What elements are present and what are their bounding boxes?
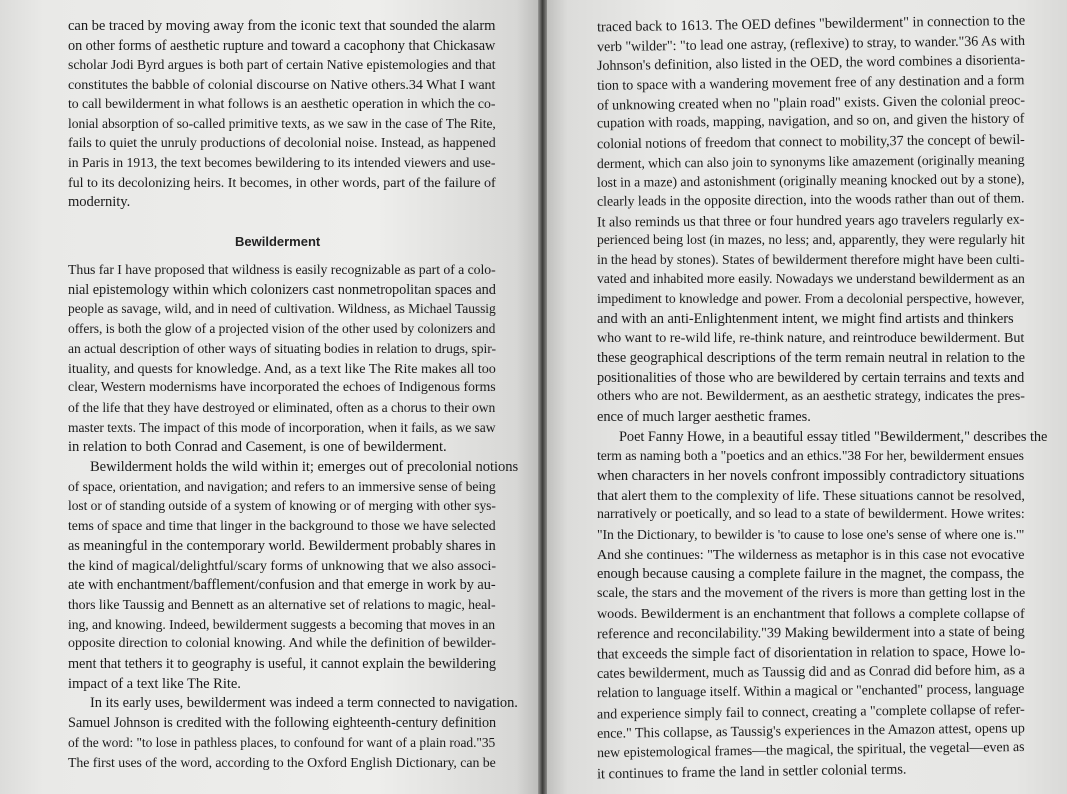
text-line: lonial absorption of so-called primitive texts, as we saw in the case of The Rite, [68, 116, 496, 131]
text-line: ment that tethers it to geography is useful, it cannot explain the bewildering [68, 656, 496, 672]
text-line: thors like Taussig and Bennett as an alternative set of relations to magic, heal- [68, 596, 496, 612]
text-line: master texts. The impact of this mode of incorporation, when it fails, as we saw [68, 419, 496, 435]
text-line: In its early uses, bewilderment was indeed a term connected to navigation. [90, 695, 518, 712]
text-line: enough because causing a complete failure in the magnet, the compass, the [597, 566, 1025, 583]
text-line: ful to its decolonizing heirs. It becomes, in other words, part of the failure of [68, 174, 496, 191]
text-line: in relation to both Conrad and Casement, is one of bewilderment. [68, 439, 447, 456]
book-gutter [538, 0, 547, 794]
text-line: impediment to knowledge and power. From a decolonial perspective, however, [597, 291, 1025, 307]
text-line: nial epistemology within which colonizers cast nonmetropolitan spaces and [68, 281, 496, 298]
text-line: of space, orientation, and navigation; and refers to an immersive sense of being [68, 478, 496, 494]
text-line: clear, Western modernisms have incorporated the echoes of Indigenous forms [68, 380, 496, 396]
text-line: perienced being lost (in mazes, no less; and, apparently, they were regularly hit [597, 232, 1025, 248]
text-line: Thus far I have proposed that wildness is easily recognizable as part of a colo- [68, 262, 496, 277]
text-line: of unknowing created when no "plain road" exists. Given the colonial preoc- [596, 92, 1026, 114]
text-line: it continues to frame the land in settler colonial terms. [596, 761, 907, 783]
text-line: narratively or poetically, and so lead to a state of bewilderment. Howe writes: [597, 507, 1025, 523]
text-line: the kind of magical/delightful/scary forms of unknowing that we also associ- [68, 557, 496, 574]
text-line: "In the Dictionary, to bewilder is 'to cause to lose one's sense of where one is.'" [597, 526, 1025, 542]
text-line: The first uses of the word, according to the Oxford English Dictionary, can be [68, 754, 496, 770]
text-line: of the life that they have destroyed or eliminated, often as a chorus to their own [68, 399, 496, 415]
text-line: of the word: "to lose in pathless places, to confound for want of a plain road."35 [68, 734, 496, 750]
text-line: on other forms of aesthetic rupture and toward a cacophony that Chickasaw [68, 37, 496, 54]
text-line: woods. Bewilderment is an enchantment that follows a complete collapse of [597, 605, 1025, 622]
text-line: tion to space with a wandering movement free of any destination and a form [596, 72, 1025, 94]
text-line: derment, which can also join to synonyms like amazement (originally meaning [596, 151, 1025, 171]
text-line: opposite direction to colonial knowing. And while the definition of bewilder- [68, 636, 496, 652]
text-line: fails to quiet the unruly productions of decolonial noise. Instead, as happened [68, 135, 496, 151]
text-line: scale, the stars and the movement of the rivers is more than getting lost in the [597, 585, 1026, 601]
text-line: vated and inhabited more easily. Nowadays we understand bewilderment as an [597, 271, 1025, 287]
text-line: offers, is both the glow of a projected vision of the other used by colonizers and [68, 321, 496, 337]
text-line: ituality, and quests for knowledge. And, as a text like The Rite makes all too [68, 360, 496, 377]
text-line: these geographical descriptions of the term remain neutral in relation to the [597, 350, 1025, 367]
text-line: lost in a maze) and astonishment (originally meaning knocked out by a stone), [596, 171, 1025, 191]
text-line: constitutes the babble of colonial discourse on Native others.34 What I want [68, 76, 496, 93]
text-line: positionalities of those who are bewildered by certain terrains and texts and [597, 369, 1025, 386]
text-line: people as savage, wild, and in need of cultivation. Wildness, as Michael Taussig [68, 301, 496, 317]
text-line: impact of a text like The Rite. [68, 675, 241, 692]
section-heading: Bewilderment [235, 234, 321, 249]
right-page [547, 0, 1067, 794]
text-line: ence of much larger aesthetic frames. [597, 409, 811, 425]
text-line: cates bewilderment, much as Taussig did and as Conrad did before him, as a [596, 662, 1025, 683]
text-line: scholar Jodi Byrd argues is both part of certain Native epistemologies and that [68, 57, 496, 73]
text-line: Johnson's definition, also listed in the OED, the word combines a disorienta- [596, 52, 1026, 75]
text-line: relation to language itself. Within a magical or "enchanted" process, language [596, 681, 1025, 702]
text-line: in the head by stones). States of bewilderment therefore might have been culti- [597, 251, 1025, 267]
text-line: clearly leads in the opposite direction, into the woods rather than out of them. [596, 191, 1025, 210]
text-line: Bewilderment holds the wild within it; emerges out of precolonial notions [90, 459, 519, 475]
text-line: that alert them to the complexity of life. These situations cannot be resolved, [597, 487, 1025, 504]
text-line: It also reminds us that three or four hundred years ago travelers regularly ex- [596, 211, 1025, 231]
text-line: tems of space and time that linger in the background to those we have selected [68, 518, 496, 534]
text-line: and with an anti-Enlightenment intent, we might find artists and thinkers [597, 310, 1014, 327]
text-line: modernity. [68, 194, 131, 211]
text-line: lost or of standing outside of a system of knowing or of merging with other sys- [68, 498, 496, 514]
text-line: reference and reconcilability."39 Making bewilderment into a state of being [596, 623, 1025, 643]
text-line: and experience simply fail to connect, creating a "complete collapse of refer- [596, 701, 1025, 723]
text-line: that exceeds the simple fact of disorientation in relation to space, Howe lo- [596, 643, 1026, 663]
text-line: colonial notions of freedom that connect to mobility,37 the concept of bewil- [596, 131, 1025, 153]
text-line: when characters in her novels confront impossibly contradictory situations [597, 467, 1025, 484]
text-line: as meaningful in the contemporary world. Bewilderment probably shares in [68, 537, 496, 554]
text-line: can be traced by moving away from the iconic text that sounded the alarm [68, 18, 496, 34]
text-line: in Paris in 1913, the text becomes bewildering to its intended viewers and use- [68, 155, 496, 171]
text-line: ing, and knowing. Indeed, bewilderment suggests a becoming that moves in an [68, 616, 496, 632]
text-line: term as naming both a "poetics and an ethics."38 For her, bewilderment ensues [597, 448, 1024, 464]
text-line: Samuel Johnson is credited with the following eighteenth-century definition [68, 715, 497, 732]
text-line: verb "wilder": "to lead one astray, (reflexive) to stray, to wander."36 As with [596, 32, 1026, 55]
text-line: new epistemological frames—the magical, the spiritual, the vegetal—even as [596, 740, 1025, 762]
text-line: ate with enchantment/bafflement/confusion and that emerge in work by au- [68, 577, 496, 594]
text-line: And she continues: "The wilderness as metaphor is in this case not evocative [597, 546, 1025, 563]
text-line: an actual description of other ways of situating bodies in relation to drugs, spir- [68, 340, 496, 356]
text-line: traced back to 1613. The OED defines "bewilderment" in connection to the [596, 12, 1026, 36]
text-line: who want to re-wild life, re-think nature, and reintroduce bewilderment. But [597, 330, 1025, 347]
text-line: others who are not. Bewilderment, as an aesthetic strategy, indicates the pres- [597, 389, 1025, 405]
text-line: Poet Fanny Howe, in a beautiful essay titled "Bewilderment," describes the [619, 428, 1048, 445]
text-line: ence." This collapse, as Taussig's experiences in the Amazon attest, opens up [596, 720, 1025, 743]
text-line: to call bewilderment in what follows is an aesthetic operation in which the co- [68, 96, 496, 112]
text-line: cupation with roads, mapping, navigation, and so on, and given the history of [596, 111, 1025, 132]
